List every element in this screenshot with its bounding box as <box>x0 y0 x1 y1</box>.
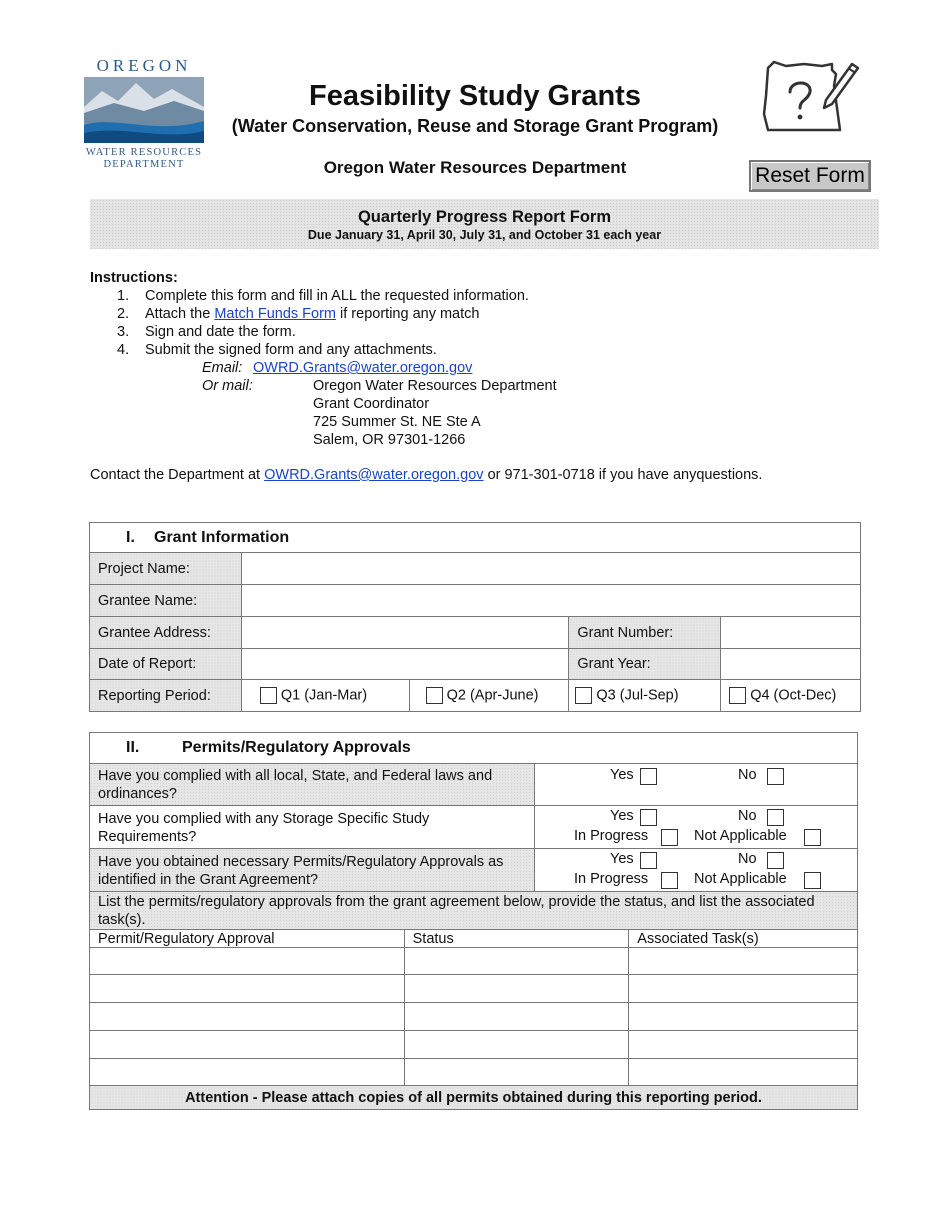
q2-label: Q2 (Apr-June) <box>446 687 539 704</box>
q1-yes-label: Yes <box>610 767 634 783</box>
step-4-text: Submit the signed form and any attachments. <box>145 342 437 358</box>
q2-checkbox[interactable] <box>426 687 443 704</box>
q2-no-checkbox[interactable] <box>767 809 784 826</box>
grant-information-table <box>89 522 861 712</box>
q3-not-applicable-checkbox[interactable] <box>804 872 821 889</box>
project-name-field[interactable] <box>241 553 860 585</box>
step-2-post: if reporting any match <box>340 306 480 322</box>
question-2-text: Have you complied with any Storage Specific Study Requirements? <box>98 811 430 845</box>
q3-no-label: No <box>738 851 757 867</box>
status-cell[interactable] <box>404 975 629 1003</box>
email-label: Email: <box>202 360 243 376</box>
grantee-address-field[interactable] <box>241 617 569 649</box>
grant-number-field[interactable] <box>721 617 861 649</box>
section-1-number: I. <box>126 528 135 546</box>
step-2-pre: Attach the <box>145 306 211 322</box>
date-of-report-field[interactable] <box>241 649 569 680</box>
table-row <box>90 948 858 975</box>
question-3-text: Have you obtained necessary Permits/Regulatory Approvals as identified in the Grant Agreement? <box>98 854 504 888</box>
q2-not-applicable-label: Not Applicable <box>694 828 787 844</box>
q2-yes-checkbox[interactable] <box>640 809 657 826</box>
mail-line-1: Oregon Water Resources Department <box>313 378 557 394</box>
contact-line <box>90 466 762 484</box>
q4-option <box>721 680 861 712</box>
q2-yes-label: Yes <box>610 808 634 824</box>
oregon-map-icon <box>760 56 860 136</box>
approval-cell[interactable] <box>90 1003 405 1031</box>
status-cell[interactable] <box>404 1003 629 1031</box>
date-of-report-label: Date of Report: <box>90 649 242 680</box>
q3-label: Q3 (Jul-Sep) <box>596 687 679 704</box>
q3-option <box>569 680 721 712</box>
approval-cell[interactable] <box>90 975 405 1003</box>
q4-checkbox[interactable] <box>729 687 746 704</box>
status-cell[interactable] <box>404 1031 629 1059</box>
department-name: Oregon Water Resources Department <box>323 158 627 177</box>
grant-year-label: Grant Year: <box>569 649 721 680</box>
status-cell[interactable] <box>404 1059 629 1086</box>
q2-in-progress-label: In Progress <box>574 828 649 844</box>
contact-post: or 971-301-0718 if you have anyquestions. <box>487 467 763 483</box>
grant-year-field[interactable] <box>721 649 861 680</box>
section-2-number: II. <box>126 739 140 756</box>
answer-divider-2 <box>535 848 857 849</box>
mail-line-3: 725 Summer St. NE Ste A <box>313 414 481 430</box>
step-2: 2. Attach the Match Funds Form if reporting any match <box>117 306 480 322</box>
report-banner <box>90 199 879 249</box>
tasks-cell[interactable] <box>629 1059 858 1086</box>
q3-yes-checkbox[interactable] <box>640 852 657 869</box>
q3-not-applicable-label: Not Applicable <box>694 871 787 887</box>
tasks-cell[interactable] <box>629 948 858 975</box>
q1-no-label: No <box>738 767 757 783</box>
mail-line-2: Grant Coordinator <box>313 396 430 412</box>
col-header-tasks: Associated Task(s) <box>629 930 858 948</box>
approval-cell[interactable] <box>90 1031 405 1059</box>
question-1-text: Have you complied with all local, State, and Federal laws and ordinances? <box>98 768 493 802</box>
tasks-cell[interactable] <box>629 975 858 1003</box>
q1-option <box>241 680 409 712</box>
grantee-name-label: Grantee Name: <box>90 585 242 617</box>
banner-due-dates: Due January 31, April 30, July 31, and October 31 each year <box>307 228 662 242</box>
col-header-approval: Permit/Regulatory Approval <box>90 930 405 948</box>
step-3: 3. Sign and date the form. <box>117 324 296 340</box>
submission-email-link[interactable]: OWRD.Grants@water.oregon.gov <box>253 360 473 376</box>
q2-not-applicable-checkbox[interactable] <box>804 829 821 846</box>
approval-cell[interactable] <box>90 948 405 975</box>
step-3-text: Sign and date the form. <box>145 324 296 340</box>
match-funds-form-link[interactable]: Match Funds Form <box>214 306 336 322</box>
contact-pre: Contact the Department at <box>90 467 261 483</box>
mail-line-4: Salem, OR 97301-1266 <box>313 432 466 448</box>
approval-cell[interactable] <box>90 1059 405 1086</box>
q1-no-checkbox[interactable] <box>767 768 784 785</box>
grant-number-label: Grant Number: <box>569 617 721 649</box>
q3-yes-label: Yes <box>610 851 634 867</box>
permits-table <box>89 929 858 1110</box>
table-row <box>90 1059 858 1086</box>
tasks-cell[interactable] <box>629 1031 858 1059</box>
q4-label: Q4 (Oct-Dec) <box>750 687 837 704</box>
section-2-title: Permits/Regulatory Approvals <box>182 739 411 756</box>
q3-in-progress-label: In Progress <box>574 871 649 887</box>
grantee-address-label: Grantee Address: <box>90 617 242 649</box>
grantee-name-field[interactable] <box>241 585 860 617</box>
q2-in-progress-checkbox[interactable] <box>661 829 678 846</box>
step-4: 4. Submit the signed form and any attachments. <box>117 342 437 358</box>
grant-info-header <box>90 523 861 553</box>
q1-label: Q1 (Jan-Mar) <box>280 687 368 704</box>
q1-checkbox[interactable] <box>260 687 277 704</box>
table-row <box>90 975 858 1003</box>
q1-yes-checkbox[interactable] <box>640 768 657 785</box>
logo-wordmark-bottom-1: WATER RESOURCES <box>85 147 203 158</box>
banner-title: Quarterly Progress Report Form <box>357 208 612 226</box>
step-1-text: Complete this form and fill in ALL the requested information. <box>145 288 529 304</box>
form-subtitle: (Water Conservation, Reuse and Storage Grant Program) <box>231 116 719 136</box>
contact-email-link[interactable]: OWRD.Grants@water.oregon.gov <box>264 467 484 483</box>
table-row <box>90 1031 858 1059</box>
logo-wordmark-bottom-2: DEPARTMENT <box>103 159 185 170</box>
answer-divider-1 <box>535 805 857 806</box>
reporting-period-label: Reporting Period: <box>90 680 242 712</box>
owrd-logo <box>84 56 204 172</box>
step-1: 1. Complete this form and fill in ALL the requested information. <box>117 288 529 304</box>
reset-form-button[interactable]: Reset Form <box>749 160 871 192</box>
instructions-heading: Instructions: <box>90 270 178 286</box>
q2-option <box>409 680 569 712</box>
q3-checkbox[interactable] <box>575 687 592 704</box>
attention-note: Attention - Please attach copies of all permits obtained during this reporting period. <box>90 1086 858 1110</box>
q3-no-checkbox[interactable] <box>767 852 784 869</box>
status-cell[interactable] <box>404 948 629 975</box>
q2-no-label: No <box>738 808 757 824</box>
mail-label: Or mail: <box>202 378 253 394</box>
logo-wordmark-top: OREGON <box>96 56 192 75</box>
form-title: Feasibility Study Grants <box>309 80 641 112</box>
section-1-title: Grant Information <box>154 528 290 546</box>
table-row <box>90 1003 858 1031</box>
list-instructions-text: List the permits/regulatory approvals from the grant agreement below, provide the status, and list the associated task(s). <box>98 894 815 928</box>
project-name-label: Project Name: <box>90 553 242 585</box>
col-header-status: Status <box>404 930 629 948</box>
tasks-cell[interactable] <box>629 1003 858 1031</box>
q3-in-progress-checkbox[interactable] <box>661 872 678 889</box>
